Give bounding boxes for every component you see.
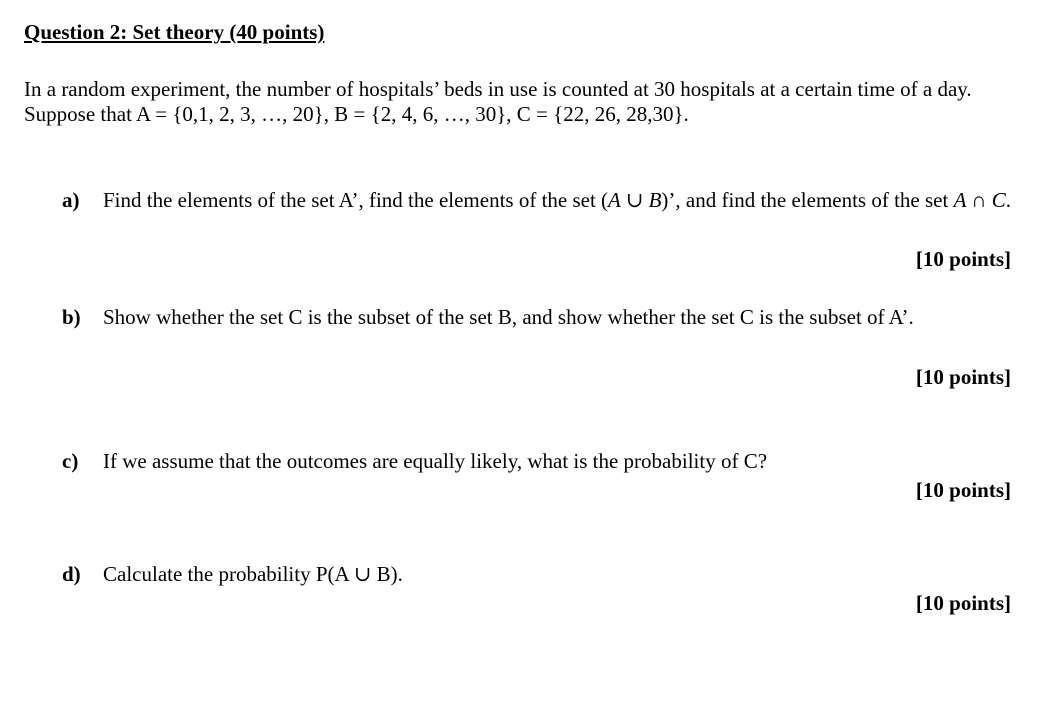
part-a-math-intersection: A ∩ C (953, 188, 1006, 212)
part-a (62, 185, 1017, 215)
part-d-text: Calculate the probability P(A ∪ B). (103, 562, 403, 586)
part-c-points: [10 points] (915, 478, 1011, 502)
intro-context-text: In a random experiment, the number of hospitals’ beds in use is counted at 30 hospitals at a certain time of a day. (24, 77, 972, 101)
part-a-label: a) (62, 188, 80, 212)
part-a-math-union: A ∪ B (608, 188, 662, 212)
part-b-label: b) (62, 305, 81, 329)
part-a-text (103, 185, 1017, 215)
part-d (62, 559, 1017, 589)
question-title: Question 2: Set theory (40 points) (24, 20, 325, 44)
part-d-points: [10 points] (915, 591, 1011, 615)
intro-sets-text: Suppose that A = {0,1, 2, 3, …, 20}, B = {2, 4, 6, …, 30}, C = {22, 26, 28,30}. (24, 102, 689, 126)
part-c-label: c) (62, 449, 79, 473)
part-a-text-1: Find the elements of the set A’, find the elements of the set ( (103, 188, 609, 212)
part-b (62, 302, 1017, 332)
part-a-text-2: )’, and find the elements of the set (661, 188, 954, 212)
part-c (62, 446, 1017, 476)
part-c-text: If we assume that the outcomes are equally likely, what is the probability of C? (103, 449, 768, 473)
part-a-text-3: . (1005, 188, 1011, 212)
part-a-points: [10 points] (915, 247, 1011, 271)
part-b-points: [10 points] (915, 365, 1011, 389)
part-b-text: Show whether the set C is the subset of the set B, and show whether the set C is the subset of A’. (103, 305, 914, 329)
question-intro (24, 77, 1014, 127)
part-d-label: d) (62, 562, 81, 586)
